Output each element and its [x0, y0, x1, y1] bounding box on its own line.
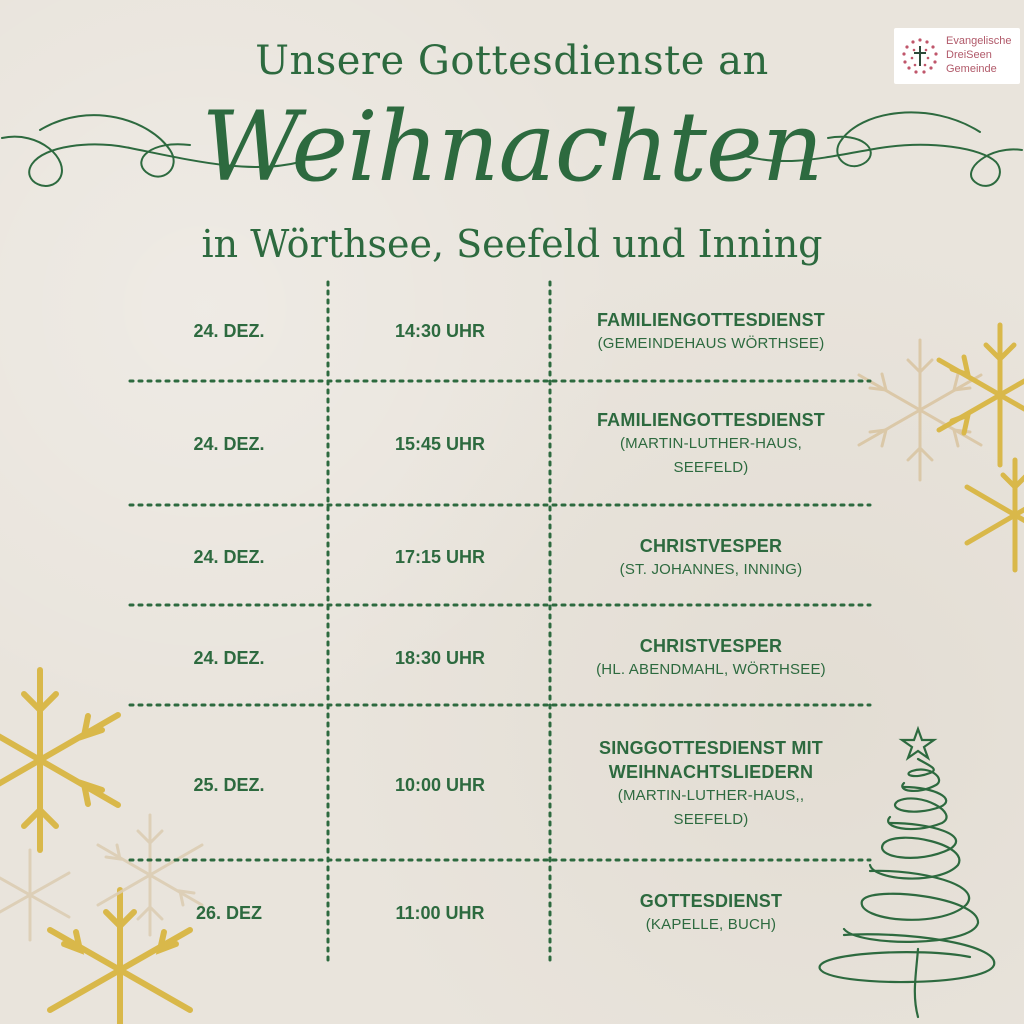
row-3-time: 17:15 UHR: [394, 547, 486, 567]
row-5-service: [552, 736, 870, 832]
snowflake-icon: [850, 315, 1024, 575]
row-2-service: [552, 408, 870, 480]
row-6-title: GOTTESDIENST: [639, 891, 783, 911]
row-5-title-line-1: SINGGOTTESDIENST MIT: [598, 738, 823, 758]
row-2-time: 15:45 UHR: [394, 434, 486, 454]
row-2-date: 24. DEZ.: [193, 434, 265, 454]
row-4-title: CHRISTVESPER: [639, 636, 783, 656]
snowflake-icon: [0, 660, 230, 1024]
row-5-date: 25. DEZ.: [193, 775, 265, 795]
row-5-title-line-2: WEIHNACHTSLIEDERN: [608, 762, 814, 782]
row-4-date: 24. DEZ.: [193, 648, 265, 668]
row-1-time: 14:30 UHR: [394, 321, 486, 341]
row-3-date: 24. DEZ.: [193, 547, 265, 567]
row-1-date: 24. DEZ.: [193, 321, 265, 341]
row-4-location: (HL. ABENDMAHL, WÖRTHSEE): [596, 661, 826, 678]
logo-line-2: DreiSeen: [946, 49, 992, 61]
title-line-3: in Wörthsee, Seefeld und Inning: [201, 222, 823, 266]
row-4-service: [552, 634, 870, 682]
row-3-service: [552, 534, 870, 582]
logo-line-3: Gemeinde: [946, 63, 997, 75]
title-line-1: Unsere Gottesdienste an: [255, 38, 769, 84]
row-6-service: [552, 889, 870, 937]
row-5-location-line-2: SEEFELD): [673, 811, 749, 828]
row-6-time: 11:00 UHR: [395, 903, 485, 923]
row-6-location: (KAPELLE, BUCH): [645, 916, 777, 933]
row-2-title: FAMILIENGOTTESDIENST: [596, 410, 825, 430]
row-5-location-line-1: (MARTIN-LUTHER-HAUS,,: [617, 787, 805, 804]
logo-mark-icon: [900, 36, 940, 76]
logo-line-1: Evangelische: [946, 35, 1012, 47]
row-3-location: (ST. JOHANNES, INNING): [619, 561, 803, 578]
row-5-time: 10:00 UHR: [394, 775, 486, 795]
row-1-title: FAMILIENGOTTESDIENST: [596, 310, 825, 330]
row-4-time: 18:30 UHR: [394, 648, 486, 668]
row-1-service: [552, 308, 870, 356]
row-1-location: (GEMEINDEHAUS WÖRTHSEE): [597, 335, 825, 352]
row-3-title: CHRISTVESPER: [639, 536, 783, 556]
title-script-weihnachten: Weihnachten: [201, 91, 823, 203]
church-logo: [894, 28, 1020, 84]
row-2-location-line-1: (MARTIN-LUTHER-HAUS,: [619, 435, 803, 452]
row-2-location-line-2: SEEFELD): [673, 459, 749, 476]
logo-text: [946, 34, 1011, 76]
row-6-date: 26. DEZ: [195, 903, 263, 923]
